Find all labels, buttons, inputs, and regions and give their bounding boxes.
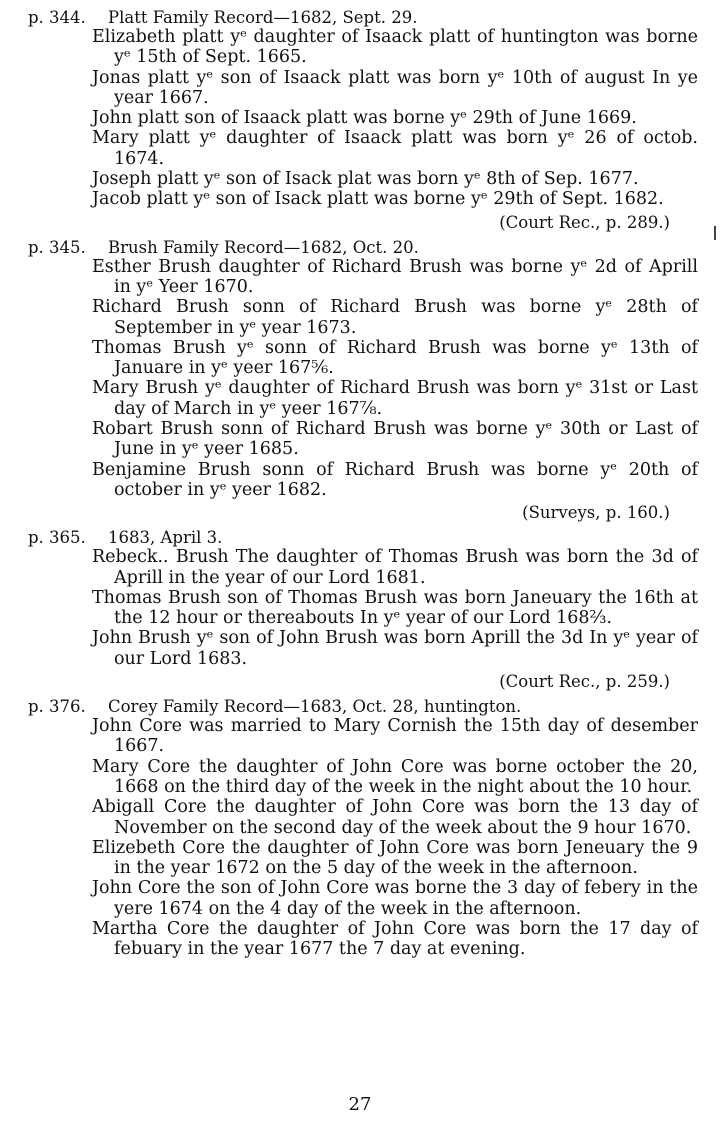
section-title: Corey Family Record—1683, Oct. 28, huntington.: [108, 697, 522, 717]
page-number: 27: [348, 1094, 372, 1115]
record-section-1683-april: [28, 528, 698, 693]
record-entry: Jonas platt yᵉ son of Isaack platt was born yᵉ 10th of august In ye year 1667.: [92, 67, 698, 108]
page-ref: p. 345.: [28, 237, 86, 257]
source-reference: (Surveys, p. 160.): [522, 503, 670, 523]
record-entry: Rebeck.. Brush The daughter of Thomas Brush was born the 3d of Aprill in the year of our Lord 1681.: [92, 547, 698, 588]
record-entry: Thomas Brush son of Thomas Brush was born Janeuary the 16th at the 12 hour or thereabouts In yᵉ year of our Lord 168²⁄₃.: [92, 587, 698, 629]
section-title: Platt Family Record—1682, Sept. 29.: [108, 8, 418, 27]
record-entry: John Brush yᵉ son of John Brush was born Aprill the 3d In yᵉ year of our Lord 1683.: [92, 628, 698, 669]
section-title: Brush Family Record—1682, Oct. 20.: [108, 237, 419, 257]
margin-mark: [714, 226, 716, 240]
record-entry: Martha Core the daughter of John Core was born the 17 day of febuary in the year 1677 the 7 day at evening.: [92, 918, 698, 960]
record-entry: Elizabeth platt yᵉ daughter of Isaack platt of huntington was borne yᵉ 15th of Sept. 1665.: [92, 27, 698, 68]
record-entry: Thomas Brush yᵉ sonn of Richard Brush was borne yᵉ 13th of Januare in yᵉ yeer 167⁵⁄₆.: [92, 337, 698, 379]
record-section-corey: [28, 697, 698, 960]
record-entry: Benjamine Brush sonn of Richard Brush was borne yᵉ 20th of october in yᵉ yeer 1682.: [92, 459, 698, 500]
page-ref: p. 365.: [28, 528, 86, 548]
record-entry: John platt son of Isaack platt was borne yᵉ 29th of June 1669.: [92, 108, 637, 129]
record-entry: John Core was married to Mary Cornish the 15th day of desember 1667.: [92, 716, 698, 757]
record-entry: Richard Brush sonn of Richard Brush was borne yᵉ 28th of September in yᵉ year 1673.: [92, 297, 698, 338]
record-entry: Jacob platt yᵉ son of Isack platt was borne yᵉ 29th of Sept. 1682.: [92, 189, 664, 210]
section-heading: [28, 697, 698, 716]
record-entry: John Core the son of John Core was borne the 3 day of febery in the yere 1674 on the 4 day of the week in the afternoon.: [92, 878, 698, 919]
record-entry: Esther Brush daughter of Richard Brush was borne yᵉ 2d of Aprill in yᵉ Yeer 1670.: [92, 256, 698, 297]
page-ref: p. 376.: [28, 697, 86, 717]
record-entry: Mary Core the daughter of John Core was borne october the 20, 1668 on the third day of the week in the night about the 10 hour.: [92, 756, 698, 797]
record-entry: Abigall Core the daughter of John Core was born the 13 day of November on the second day of the week about the 9 hour 1670.: [92, 797, 698, 838]
record-section-platt: [28, 8, 698, 234]
record-entry: Elizebeth Core the daughter of John Core was born Jeneuary the 9 in the year 1672 on the 5 day of the week in the afternoon.: [92, 837, 698, 879]
record-entry: Robart Brush sonn of Richard Brush was borne yᵉ 30th or Last of June in yᵉ yeer 1685.: [92, 419, 698, 460]
record-entry: Mary Brush yᵉ daughter of Richard Brush was born yᵉ 31st or Last day of March in yᵉ yeer 167⁷⁄₈.: [92, 378, 698, 419]
page-ref: p. 344.: [28, 8, 86, 27]
source-reference: (Court Rec., p. 259.): [499, 672, 670, 692]
section-heading: [28, 528, 698, 547]
record-entry: Joseph platt yᵉ son of Isack plat was born yᵉ 8th of Sep. 1677.: [92, 169, 639, 190]
source-reference: (Court Rec., p. 289.): [499, 212, 670, 232]
section-heading: [28, 238, 698, 257]
section-heading: [28, 8, 698, 27]
record-entry: Mary platt yᵉ daughter of Isaack platt was born yᵉ 26 of octob. 1674.: [92, 128, 698, 169]
record-section-brush: [28, 238, 698, 525]
section-title: 1683, April 3.: [108, 528, 223, 548]
